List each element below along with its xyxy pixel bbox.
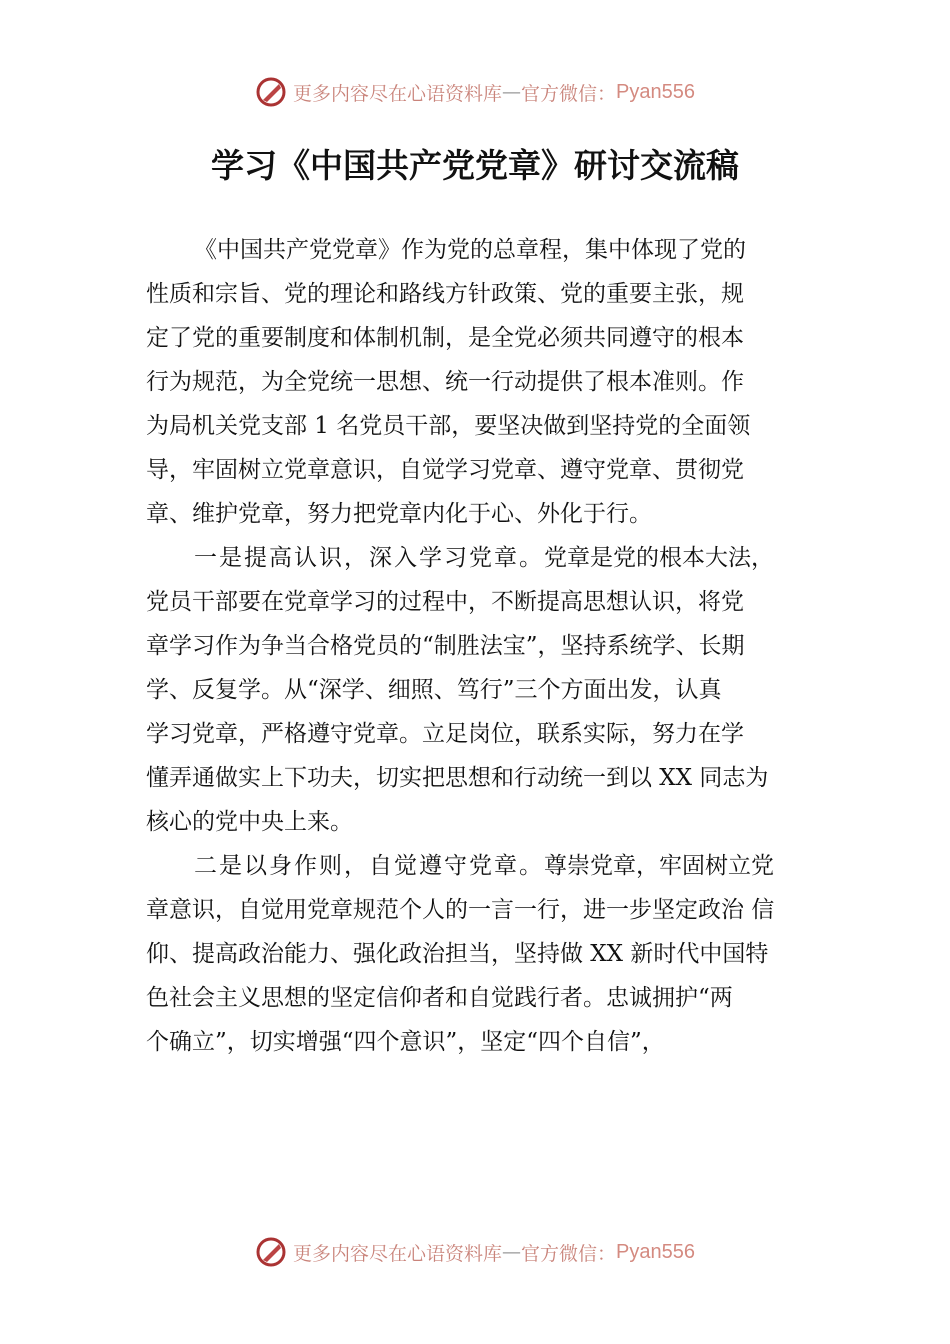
paragraph-line [146,626,826,670]
watermark-handle: Pyan556 [616,1240,695,1263]
line-text: 党章是党的根本大法， [544,545,774,571]
pen-logo-icon [255,76,287,108]
line-text: 性质和宗旨、党的理论和路线方针政策、党的重要主张，规 [146,281,744,307]
line-text: 章意识，自觉用党章规范个人的一言一行，进一步坚定政治 信 [146,897,775,923]
line-text: 章学习作为争当合格党员的“制胜法宝”，坚持系统学、长期 [146,633,745,659]
paragraph-line [146,582,826,626]
watermark-header [0,76,950,108]
paragraph-line [146,714,826,758]
paragraph-line [146,1022,826,1066]
watermark-label: 官方微信： [521,1242,617,1265]
line-text: 党员干部要在党章学习的过程中，不断提高思想认识，将党 [146,589,744,615]
line-text: 色社会主义思想的坚定信仰者和自觉践行者。忠诚拥护“两 [146,985,733,1011]
paragraph-line [146,758,826,802]
paragraph-line [146,230,826,274]
line-text: 定了党的重要制度和体制机制，是全党必须共同遵守的根本 [146,325,744,351]
line-text: 个确立”，切实增强“四个意识”，坚定“四个自信”， [146,1029,665,1055]
paragraph-line [146,846,826,890]
page-title: 学习《中国共产党党章》研讨交流稿 [211,146,739,185]
paragraph-line [146,362,826,406]
line-text: 行为规范，为全党统一思想、统一行动提供了根本准则。作 [146,369,744,395]
paragraph-line [146,670,826,714]
paragraph [146,538,826,846]
paragraph-line [146,538,826,582]
paragraph [146,846,826,1066]
paragraph-line [146,406,826,450]
line-text: 懂弄通做实上下功夫，切实把思想和行动统一到以 XX 同志为 [146,765,769,791]
line-text: 导，牢固树立党章意识，自觉学习党章、遵守党章、贯彻党 [146,457,744,483]
watermark-text: 更多内容尽在心语资料库 [293,1242,503,1265]
watermark-handle: Pyan556 [616,80,695,103]
paragraph-line [146,978,826,1022]
paragraph-line [146,890,826,934]
watermark-label: 官方微信： [521,82,617,105]
paragraph-line [146,494,826,538]
paragraph-line [146,450,826,494]
paragraph [146,230,826,538]
line-text: 核心的党中央上来。 [146,809,353,835]
paragraph-lead: 二是以身作则，自觉遵守党章。 [194,853,544,879]
line-text: 《中国共产党党章》作为党的总章程，集中体现了党的 [194,237,746,263]
paragraph-line [146,802,826,846]
line-text: 学、反复学。从“深学、细照、笃行”三个方面出发，认真 [146,677,722,703]
watermark-sep: — [502,1241,522,1263]
line-text: 仰、提高政治能力、强化政治担当，坚持做 XX 新时代中国特 [146,941,769,967]
line-text: 学习党章，严格遵守党章。立足岗位，联系实际，努力在学 [146,721,744,747]
line-text: 尊崇党章，牢固树立党 [544,853,774,879]
pen-logo-icon [255,1236,287,1268]
paragraph-lead: 一是提高认识，深入学习党章。 [194,545,544,571]
watermark-sep: — [502,81,522,103]
paragraph-line [146,934,826,978]
watermark-text: 更多内容尽在心语资料库 [293,82,503,105]
line-text: 章、维护党章，努力把党章内化于心、外化于行。 [146,501,652,527]
paragraph-line [146,318,826,362]
document-body [146,230,826,1066]
paragraph-line [146,274,826,318]
watermark-footer [0,1236,950,1268]
line-text: 为局机关党支部 1 名党员干部，要坚决做到坚持党的全面领 [146,413,751,439]
